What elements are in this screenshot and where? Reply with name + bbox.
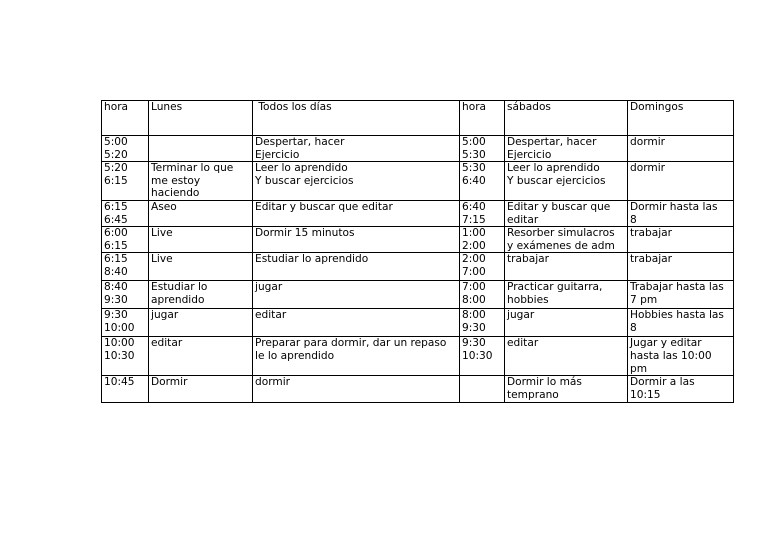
cell-domingos: Jugar y editar hasta las 10:00 pm: [628, 337, 734, 376]
cell-hora: 10:00 10:30: [102, 337, 149, 376]
cell-lunes: Terminar lo que me estoy haciendo: [149, 162, 253, 201]
cell-hora: 5:20 6:15: [102, 162, 149, 201]
cell-sabados: Dormir lo más temprano: [505, 376, 628, 402]
header-domingos: Domingos: [628, 101, 734, 136]
cell-domingos: trabajar: [628, 227, 734, 253]
cell-todos: Editar y buscar que editar: [253, 200, 460, 226]
cell-sabados: Leer lo aprendido Y buscar ejercicios: [505, 162, 628, 201]
cell-domingos: Hobbies hasta las 8: [628, 309, 734, 337]
cell-hora-weekend: 5:00 5:30: [460, 136, 505, 162]
cell-todos: dormir: [253, 376, 460, 402]
cell-sabados: Practicar guitarra, hobbies: [505, 281, 628, 309]
cell-sabados: editar: [505, 337, 628, 376]
cell-hora-weekend: 8:00 9:30: [460, 309, 505, 337]
cell-todos: Preparar para dormir, dar un repaso le lo aprendido: [253, 337, 460, 376]
cell-hora: 6:15 8:40: [102, 253, 149, 281]
cell-sabados: Despertar, hacer Ejercicio: [505, 136, 628, 162]
cell-todos: Despertar, hacer Ejercicio: [253, 136, 460, 162]
cell-lunes: editar: [149, 337, 253, 376]
cell-lunes: Aseo: [149, 200, 253, 226]
table-row: [102, 309, 734, 337]
header-hora-left: hora: [102, 101, 149, 136]
cell-sabados: trabajar: [505, 253, 628, 281]
table-row: [102, 337, 734, 376]
cell-todos: Estudiar lo aprendido: [253, 253, 460, 281]
cell-domingos: Dormir hasta las 8: [628, 200, 734, 226]
cell-lunes: Dormir: [149, 376, 253, 402]
table-row: [102, 162, 734, 201]
cell-hora-weekend: 9:30 10:30: [460, 337, 505, 376]
cell-lunes: Live: [149, 253, 253, 281]
cell-domingos: trabajar: [628, 253, 734, 281]
cell-hora-weekend: 5:30 6:40: [460, 162, 505, 201]
cell-sabados: jugar: [505, 309, 628, 337]
cell-todos: editar: [253, 309, 460, 337]
cell-domingos: Trabajar hasta las 7 pm: [628, 281, 734, 309]
cell-lunes: Live: [149, 227, 253, 253]
cell-hora: 5:00 5:20: [102, 136, 149, 162]
cell-hora: 9:30 10:00: [102, 309, 149, 337]
table-row: [102, 253, 734, 281]
header-todos-los-dias: Todos los días: [253, 101, 460, 136]
cell-lunes: jugar: [149, 309, 253, 337]
cell-hora: 8:40 9:30: [102, 281, 149, 309]
table-row: [102, 281, 734, 309]
cell-hora: 6:15 6:45: [102, 200, 149, 226]
cell-domingos: dormir: [628, 162, 734, 201]
table-row: [102, 227, 734, 253]
cell-domingos: Dormir a las 10:15: [628, 376, 734, 402]
cell-lunes: Estudiar lo aprendido: [149, 281, 253, 309]
schedule-table: [101, 100, 734, 403]
cell-hora: 6:00 6:15: [102, 227, 149, 253]
cell-hora-weekend: 7:00 8:00: [460, 281, 505, 309]
header-hora-right: hora: [460, 101, 505, 136]
table-row: [102, 136, 734, 162]
cell-todos: jugar: [253, 281, 460, 309]
cell-domingos: dormir: [628, 136, 734, 162]
cell-todos: Leer lo aprendido Y buscar ejercicios: [253, 162, 460, 201]
cell-hora-weekend: 6:40 7:15: [460, 200, 505, 226]
cell-hora-weekend: 2:00 7:00: [460, 253, 505, 281]
cell-sabados: Editar y buscar que editar: [505, 200, 628, 226]
header-sabados: sábados: [505, 101, 628, 136]
cell-sabados: Resorber simulacros y exámenes de adm: [505, 227, 628, 253]
table-row: [102, 376, 734, 402]
cell-lunes: [149, 136, 253, 162]
header-row: [102, 101, 734, 136]
cell-hora: 10:45: [102, 376, 149, 402]
cell-hora-weekend: 1:00 2:00: [460, 227, 505, 253]
cell-hora-weekend: [460, 376, 505, 402]
table-row: [102, 200, 734, 226]
cell-todos: Dormir 15 minutos: [253, 227, 460, 253]
header-lunes: Lunes: [149, 101, 253, 136]
